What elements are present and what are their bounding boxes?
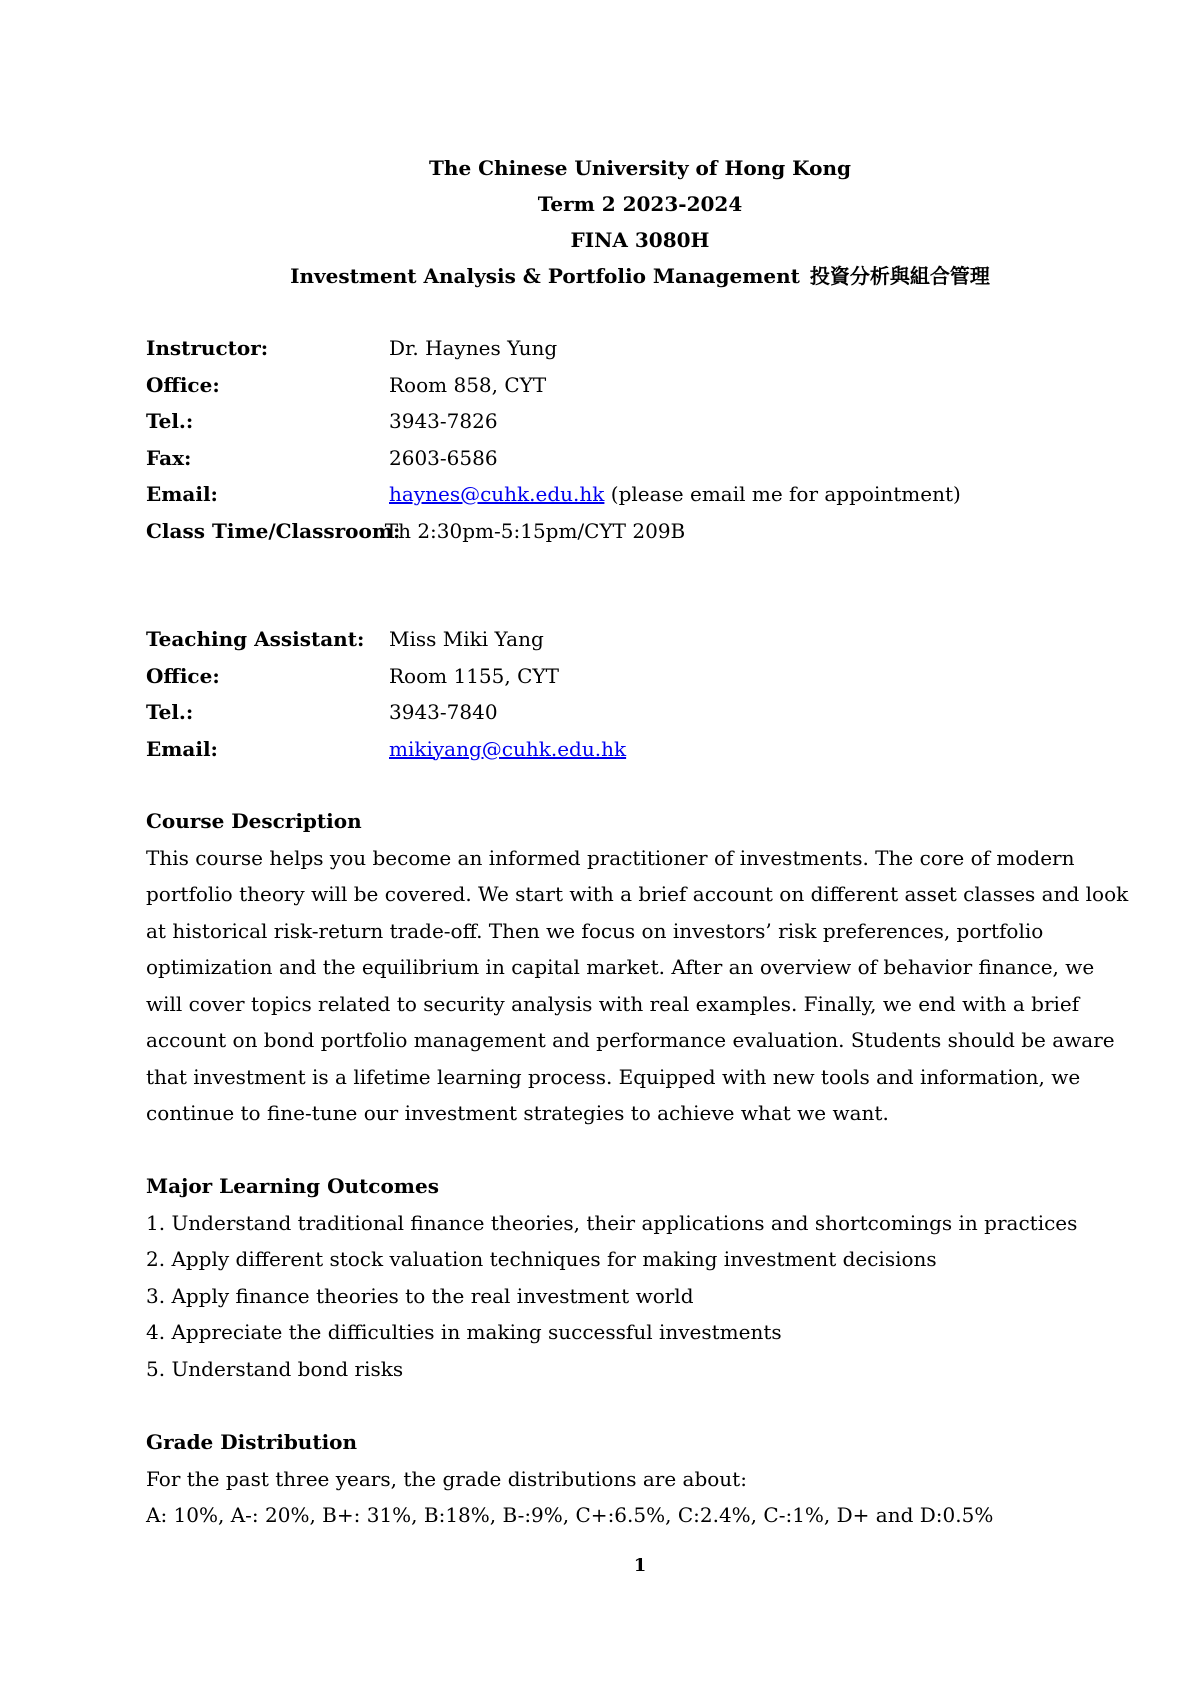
ta-email-row — [146, 731, 1126, 768]
email-row — [146, 476, 1126, 513]
fax-value: 2603-6586 — [389, 445, 498, 470]
info-label: Tel.: — [146, 700, 194, 724]
instructor-info — [146, 330, 1126, 549]
info-label: Tel.: — [146, 409, 194, 433]
page-number: 1 — [633, 1555, 647, 1576]
office-row — [146, 367, 1126, 404]
course-description-text: This course helps you become an informed practitioner of investments. The core of modern portfolio theory will be covered. We start with a brief account on different asset classes and look at historical risk-return trade-off. Then we focus on investors’ risk preferences, portfolio optimization and the equilibrium in capital market. After an overview of behavior finance, we will cover topics related to security analysis with real examples. Finally, we end with a brief account on bond portfolio management and performance evaluation. Students should be aware that investment is a lifetime learning process. Equipped with new tools and information, we continue to fine-tune our investment strategies to achieve what we want. — [146, 845, 1129, 1125]
ta-office-row — [146, 658, 1126, 695]
list-item: 2. Apply different stock valuation techniques for making investment decisions — [146, 1247, 937, 1271]
instructor-name: Dr. Haynes Yung — [389, 336, 558, 360]
term: Term 2 2023-2024 — [537, 192, 743, 216]
course-title-cjk: 投資分析與組合管理 — [809, 264, 990, 288]
university-name: The Chinese University of Hong Kong — [429, 156, 851, 180]
info-label: Fax: — [146, 445, 192, 470]
email-value — [389, 476, 961, 513]
course-description-section — [146, 803, 1136, 1132]
info-label: Office: — [146, 663, 220, 688]
info-label: Office: — [146, 372, 220, 397]
section-heading: Grade Distribution — [146, 1430, 358, 1454]
section-heading: Major Learning Outcomes — [146, 1174, 439, 1198]
instructor-row — [146, 330, 1126, 367]
list-item: 3. Apply finance theories to the real investment world — [146, 1283, 694, 1308]
learning-outcomes-section — [146, 1168, 1136, 1387]
course-title-line — [0, 258, 1200, 294]
fax-row — [146, 440, 1126, 477]
ta-tel-row — [146, 694, 1126, 731]
tel-value: 3943-7826 — [389, 409, 498, 433]
grade-distribution-intro: For the past three years, the grade distributions are about: — [146, 1466, 747, 1491]
list-item: 1. Understand traditional finance theories, their applications and shortcomings in practices — [146, 1210, 1078, 1235]
class-time-value: :Th 2:30pm-5:15pm/CYT 209B — [378, 518, 686, 543]
info-label: Email: — [146, 482, 218, 506]
class-time-row — [146, 513, 1126, 550]
info-label: Teaching Assistant: — [146, 627, 365, 651]
ta-tel-value: 3943-7840 — [389, 700, 498, 724]
ta-office-value: Room 1155, CYT — [389, 663, 559, 688]
list-item: 4. Appreciate the difficulties in making successful investments — [146, 1320, 782, 1344]
info-label: Email: — [146, 736, 218, 761]
course-title: Investment Analysis & Portfolio Management — [290, 264, 800, 288]
ta-info — [146, 621, 1126, 767]
course-code: FINA 3080H — [570, 228, 710, 252]
ta-name-row — [146, 621, 1126, 658]
tel-row — [146, 403, 1126, 440]
grade-distribution-line: A: 10%, A-: 20%, B+: 31%, B:18%, B-:9%, C+:6.5%, C:2.4%, C-:1%, D+ and D:0.5% — [146, 1503, 994, 1527]
info-label: Instructor: — [146, 336, 269, 360]
office-value: Room 858, CYT — [389, 372, 547, 397]
list-item: 5. Understand bond risks — [146, 1356, 404, 1381]
learning-outcomes-list — [146, 1205, 1136, 1388]
ta-name: Miss Miki Yang — [389, 627, 544, 651]
email-note: (please email me for appointment) — [604, 482, 961, 506]
ta-email-value — [389, 731, 626, 768]
section-heading: Course Description — [146, 809, 362, 833]
grade-distribution-section — [146, 1424, 1136, 1534]
ta-email-link[interactable]: mikiyang@cuhk.edu.hk — [389, 736, 627, 761]
instructor-email-link[interactable]: haynes@cuhk.edu.hk — [389, 482, 605, 506]
document-header — [0, 150, 1200, 294]
info-label: Class Time/Classroom: — [146, 518, 401, 543]
